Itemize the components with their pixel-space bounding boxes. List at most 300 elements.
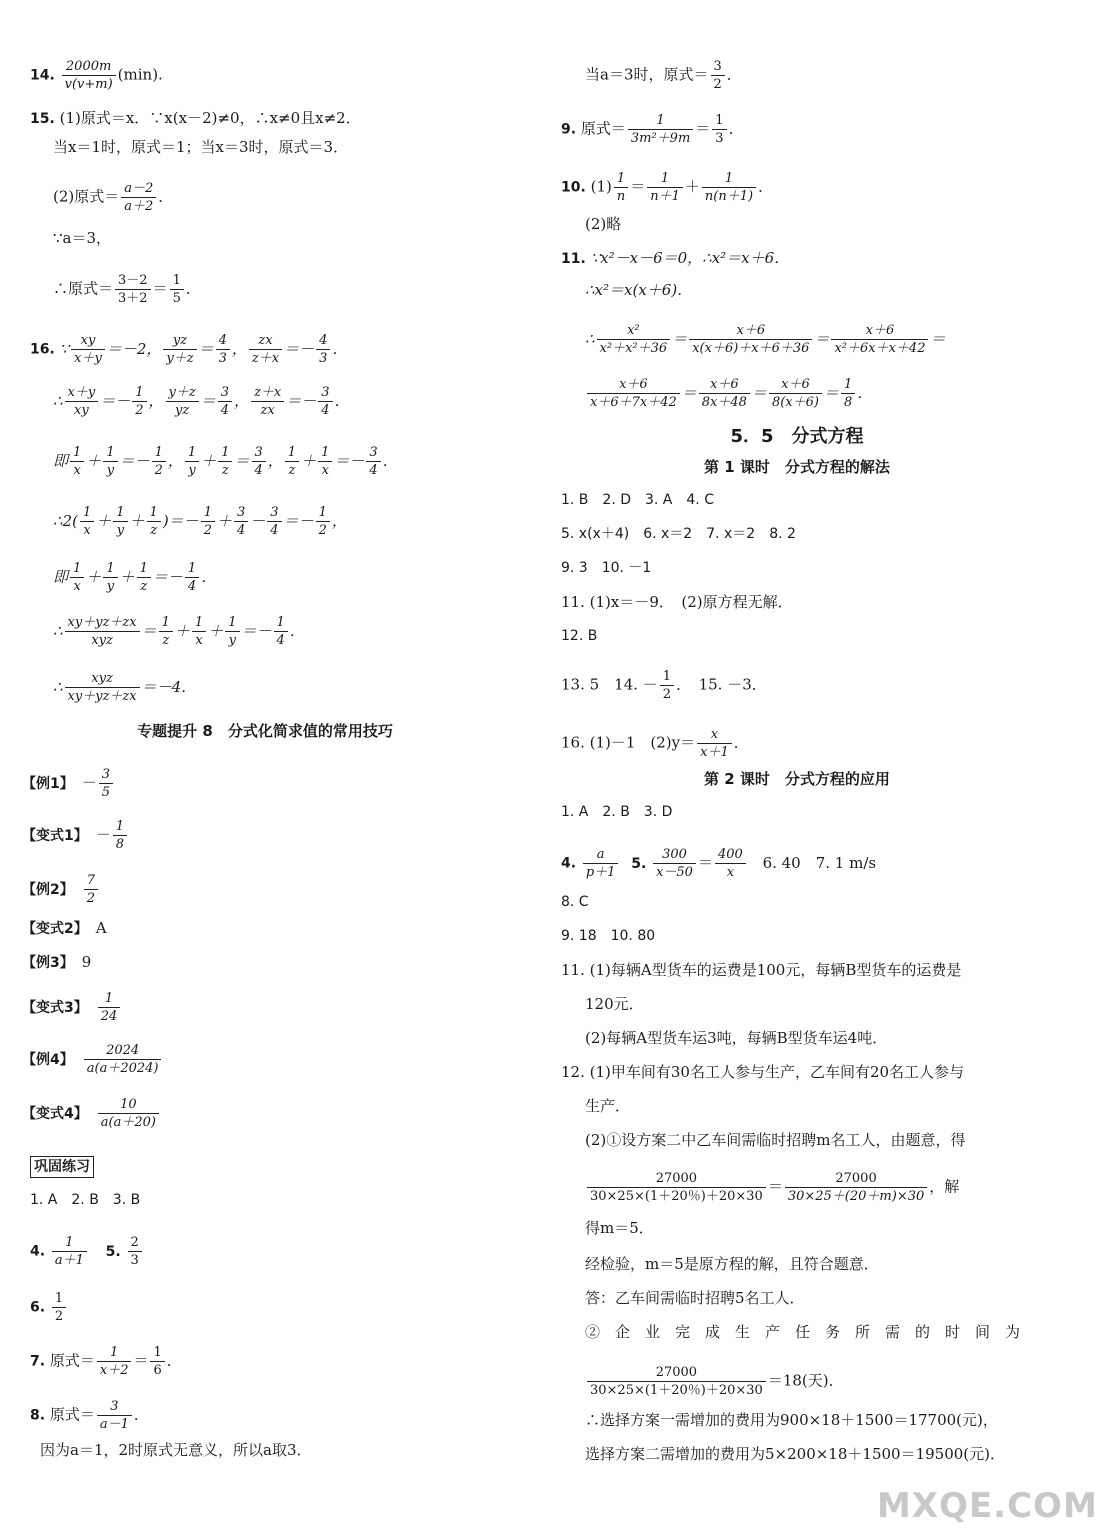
expr-text: ∴ [53,677,63,696]
denominator: xyz [91,633,113,648]
example-label: 【例1】 [22,775,74,792]
expr-text: ＝ [681,383,697,402]
expr-text: ∴ [53,391,63,410]
expr-text: ＝－ [334,451,365,470]
expr-text: ． [857,383,873,402]
numerator: 3 [318,384,332,402]
q11-line1: 11. ∵x²－x－6＝0，∴x²＝x＋6． [561,249,790,267]
example-item [22,918,107,939]
denominator: z＋x [251,351,280,366]
fraction [225,614,239,649]
fraction [166,384,199,419]
fraction: $\frac{1}{x+2}$ [97,1344,132,1379]
q11-line4 [585,376,872,411]
q16-equation-4 [53,505,347,538]
example-item [22,1042,163,1077]
denominator: 8 [843,395,853,410]
l2-line-f10: ∴选择方案一需增加的费用为900×18＋1500＝17700(元)， [585,1411,998,1429]
l2-line-f11: 选择方案二需增加的费用为5×200×18＋1500＝19500(元)． [585,1445,1005,1463]
denominator: 2 [135,403,144,418]
l2-line-e2: 120元． [585,995,644,1013]
fraction: $\frac{3}{2}$ [711,58,725,93]
expr-text: ＋ [208,621,224,640]
expr-text: ＋ [201,451,217,470]
numerator: 1 [113,504,127,522]
denominator: z [288,463,296,478]
expr-text: ∴ [53,621,63,640]
numerator: 1 [285,444,299,462]
l2-line-f2: 生产． [585,1097,631,1115]
denominator: y [106,579,115,594]
numerator: 1 [201,504,215,522]
example-item [22,952,91,973]
l2-line-c: 8. C [561,894,589,910]
numerator: 1 [192,614,206,632]
fraction [137,560,151,595]
fraction [113,504,127,539]
denominator: x [83,523,91,538]
expr-text: ． [201,567,217,586]
denominator: a(a＋2024) [86,1061,159,1076]
numerator: 1 [841,376,855,394]
fraction [841,376,855,411]
expr-text: ＝ [930,329,946,348]
denominator: x [73,463,81,478]
expr-text: ． [289,621,305,640]
example-item [22,990,122,1025]
denominator: 24 [100,1009,118,1024]
q16-line4 [53,504,347,539]
q16-equation-6 [53,615,305,648]
fraction [84,1042,162,1077]
fraction [99,766,113,801]
numerator: 1 [225,614,239,632]
fraction [285,444,299,479]
fraction [98,990,121,1025]
fraction [80,504,94,539]
fraction [249,332,282,367]
numerator: xy [71,332,105,350]
q16-line1: 16. ∵ $\frac{xy}{x+y}$ ＝－2， $\frac{yz}{y+z}$ ＝ $\frac{4}{3}$ ， $\frac{zx}{z+x}$ ＝－ $\frac{4}{3}$ ． [30,333,348,366]
q16-line6 [53,614,305,649]
numerator: yz [163,332,196,350]
numerator: 1 [98,990,121,1008]
q15-line2: 当x＝1时，原式＝1；当x＝3时，原式＝3． [53,138,349,156]
denominator: xy＋yz＋zx [67,689,137,704]
q15-because: ∵a＝3， [53,229,112,247]
denominator: x＋y [74,351,102,366]
fraction: $\frac{27000}{30\times 25\times(1+20\%)+20\times 30}$ [587,1364,766,1399]
topic-heading: 专题提升 8 分式化简求值的常用技巧 [137,722,393,740]
fraction [185,560,199,595]
denominator: x²＋x²＋36 [599,341,668,356]
fraction [216,332,230,367]
fraction [103,444,117,479]
numerator: x＋6 [689,322,812,340]
l1-line-a: 1. B 2. D 3. A 4. C [561,492,714,508]
expr-text: ． [334,391,350,410]
l1-line-f: 13. 5 14. － $\frac{1}{2}$ ． 15. －3． [561,669,767,702]
fraction [65,384,99,419]
numerator: 1 [318,444,332,462]
example-item [22,872,100,907]
q15-line1: 15. (1)原式＝x．∵x(x－2)≠0，∴x≠0且x≠2． [30,109,361,127]
denominator: 2 [154,463,163,478]
denominator: x [321,463,329,478]
fraction: $\frac{3}{a-1}$ [97,1398,132,1433]
fraction: $\frac{3-2}{3+2}$ [115,272,151,307]
practice-line1: 1. A 2. B 3. B [30,1192,141,1208]
l2-line-e3: (2)每辆A型货车运3吨，每辆B型货车运4吨． [585,1029,888,1047]
q16-equation-2 [53,385,350,418]
denominator: 3 [319,351,328,366]
expr-text: ， [267,451,283,470]
numerator: 3 [218,384,232,402]
fraction [103,560,117,595]
fraction [132,384,146,419]
expr-text: ， [331,511,347,530]
fraction [366,444,380,479]
numerator: 1 [103,560,117,578]
expr-text: ＝ [200,391,216,410]
denominator: 4 [369,463,378,478]
l2-line-f4: $\frac{27000}{30\times 25\times(1+20\%)+20\times 30}$ ＝ $\frac{27000}{30\times 25+(20+m)\times 30}$ ，解 [585,1170,959,1205]
numerator: 3 [234,504,248,522]
numerator: x＋6 [587,376,680,394]
q15-part2: (2)原式＝ $\frac{a-2}{a+2}$ ． [53,181,174,214]
q15-therefore: ∴原式＝ $\frac{3-2}{3+2}$ ＝ $\frac{1}{5}$ ． [53,273,201,306]
q14-line: 14. $\frac{2000m}{v(v+m)}$ (min). [30,59,163,92]
expr-text: ＝－ [283,511,314,530]
fraction [274,614,288,649]
fraction: $\frac{1}{n}$ [614,170,628,205]
expr-text: ， [231,339,247,358]
denominator: y [116,523,125,538]
fraction: $\frac{1}{n+1}$ [647,170,683,205]
numerator: 4 [216,332,230,350]
example-item [22,1096,161,1131]
fraction: $\frac{1}{5}$ [170,272,184,307]
practice-line4: 4. $\frac{1}{a+1}$ 5. $\frac{2}{3}$ [30,1234,144,1269]
denominator: y [106,463,115,478]
fraction: $\frac{a}{p+1}$ [583,846,619,881]
expr-text: ＝ [814,329,830,348]
numerator: 1 [185,444,199,462]
fraction [316,504,330,539]
denominator: 4 [236,523,246,538]
expr-text: ＋ [86,451,102,470]
l2-line-f9: $\frac{27000}{30\times 25\times(1+20\%)+20\times 30}$ ＝18(天)． [585,1364,844,1399]
expr-text: ＝ [234,451,250,470]
expr-text: )＝－ [162,511,199,530]
numerator: 1 [70,444,84,462]
expr-text: ∵ [59,339,70,358]
practice-line7: 7. 原式＝ $\frac{1}{x+2}$ ＝ $\frac{1}{6}$ ． [30,1345,182,1378]
l1-line-c: 9. 3 10. －1 [561,560,652,576]
example-answer: 9 [81,953,92,971]
fraction: $\frac{27000}{30\times 25+(20+m)\times 30}$ [785,1170,927,1205]
expr-text: ∴2( [53,511,78,530]
q16-line7 [53,670,196,705]
q16-equation-5 [53,561,217,594]
expr-text: ∴ [585,329,595,348]
numerator: 1 [316,504,330,522]
fraction [71,332,105,367]
denominator: y [228,633,237,648]
numerator: zx [249,332,282,350]
fraction [267,504,281,539]
q14-fraction: $\frac{2000m}{v(v+m)}$ [62,58,116,93]
q9-line: 9. 原式＝ $\frac{1}{\text{3m²＋9m}}$ ＝ $\frac{1}{3}$ ． [561,113,744,146]
expr-text: 即 [53,567,69,586]
expr-text: ＝ [751,383,767,402]
numerator: 3 [252,444,266,462]
numerator: 1 [159,614,173,632]
example-label: 【例2】 [22,881,74,898]
denominator: x(x＋6)＋x＋6＋36 [692,341,810,356]
fraction: $\frac{1}{6}$ [150,1344,164,1379]
denominator: x＋6＋7x＋42 [590,395,677,410]
expr-text: ＝－ [284,339,315,358]
expr-text: ， [234,391,250,410]
q16-line3 [53,444,398,479]
numerator: 1 [185,560,199,578]
fraction [70,444,84,479]
q11-equation-3 [585,323,946,356]
practice-heading [30,1156,94,1178]
numerator: 1 [70,560,84,578]
fraction: $\frac{2}{3}$ [128,1234,142,1269]
denominator: xy [74,403,89,418]
l2-line-f5: 得m＝5． [585,1219,654,1237]
fraction: $\frac{a-2}{a+2}$ [121,180,156,215]
fraction [201,504,215,539]
denominator: 8 [115,837,125,852]
fraction [597,322,671,357]
numerator: 3 [366,444,380,462]
l2-line-f3: (2)①设方案二中乙车间需临时招聘m名工人，由题意，得 [585,1131,966,1149]
numerator: 1 [132,384,146,402]
fraction: $\frac{1}{2}$ [660,668,674,703]
l1-line-e: 12. B [561,628,598,644]
numerator: 1 [137,560,151,578]
denominator: 4 [254,463,263,478]
numerator: 2024 [84,1042,162,1060]
fraction [70,560,84,595]
l2-line-d: 9. 18 10. 80 [561,928,656,944]
numerator: 10 [98,1096,159,1114]
expr-text: ＝ [141,621,157,640]
lesson2-title: 第 2 课时 分式方程的应用 [704,770,890,788]
fraction: $\frac{400}{x}$ [715,846,746,881]
example-label: 【例4】 [22,1051,74,1068]
numerator: 1 [147,504,161,522]
denominator: y＋z [166,351,194,366]
q11-equation-4 [585,377,873,410]
fraction [218,444,232,479]
example-label: 【变式4】 [22,1105,88,1122]
denominator: 8(x＋6) [771,395,819,410]
l2-line-f6: 经检验，m＝5是原方程的解，且符合题意． [585,1255,879,1273]
denominator: 4 [220,403,230,418]
denominator: 4 [276,633,285,648]
numerator: x＋6 [769,376,822,394]
fraction [252,444,266,479]
expr-text: ＝－ [100,391,131,410]
expr-text: ＝ [672,329,688,348]
numerator: x＋y [65,384,99,402]
expr-text: ＋ [119,567,135,586]
denominator: 4 [270,523,279,538]
expr-text: ＝－ [152,567,183,586]
denominator: 2 [203,523,212,538]
practice-box: 巩固练习 [30,1156,94,1178]
denominator: 3 [218,351,227,366]
denominator: 2 [86,891,96,906]
example-label: 【变式1】 [22,827,88,844]
expr-text: ． [382,451,398,470]
fraction [84,872,98,907]
example-label: 【变式3】 [22,999,88,1016]
numerator: 3 [267,504,281,522]
fraction [113,818,127,853]
watermark: MXQE.COM [877,1486,1098,1526]
l1-line-b: 5. x(x＋4) 6. x＝2 7. x＝2 8. 2 [561,526,796,542]
denominator: 2 [318,523,327,538]
expr-text: － [250,511,266,530]
numerator: 1 [80,504,94,522]
l1-line-d: 11. (1)x＝－9． (2)原方程无解． [561,593,793,611]
section-title: 5．5 分式方程 [730,426,864,447]
q10-part2: (2)略 [585,215,622,233]
fraction [587,376,680,411]
fraction [318,444,332,479]
numerator: 1 [152,444,166,462]
fraction [316,332,330,367]
q16-equation-7 [53,671,197,704]
fraction [831,322,928,357]
fraction [65,670,140,705]
fraction: $\frac{1}{2}$ [52,1290,66,1325]
expr-text: 即 [53,451,69,470]
expr-text: ＋ [86,567,102,586]
expr-text: ＝－4． [141,677,197,696]
example-item [22,766,115,801]
expr-text: ＝－ [241,621,272,640]
denominator: z [162,633,170,648]
numerator: xy＋yz＋zx [65,614,140,632]
fraction: $\frac{1}{\text{3m²＋9m}}$ [628,112,693,147]
denominator: y [188,463,196,478]
expr-text: ＝－ [286,391,317,410]
denominator: a(a＋20) [100,1115,156,1130]
expr-text: ＝－ [119,451,150,470]
expr-text: ＝－2， [106,339,162,358]
fraction [251,384,284,419]
numerator: x² [597,322,671,340]
denominator: zx [260,403,275,418]
fraction [689,322,812,357]
fraction [318,384,332,419]
fraction: $\frac{x}{x+1}$ [697,726,732,761]
fraction: $\frac{27000}{30\times 25\times(1+20\%)+20\times 30}$ [587,1170,766,1205]
denominator: x²＋6x＋x＋42 [834,341,926,356]
expr-text: ＋ [301,451,317,470]
expr-text: ＋ [96,511,112,530]
numerator: z＋x [251,384,284,402]
fraction [218,384,232,419]
denominator: 4 [321,403,330,418]
fraction: $\frac{300}{x-50}$ [653,846,696,881]
numerator: x＋6 [831,322,928,340]
expr-text: ＋ [129,511,145,530]
example-label: 【变式2】 [22,921,88,937]
denominator: x [195,633,203,648]
lesson1-title: 第 1 课时 分式方程的解法 [704,458,890,476]
l2-line-e1: 11. (1)每辆A型货车的运费是100元，每辆B型货车的运费是 [561,961,962,979]
practice-line8: 8. 原式＝ $\frac{3}{a-1}$ ． [30,1399,149,1432]
l2-line-f1: 12. (1)甲车间有30名工人参与生产，乙车间有20名工人参与 [561,1063,965,1081]
l2-line-f7: 答：乙车间需临时招聘5名工人． [585,1289,805,1307]
numerator: 7 [84,872,98,890]
fraction [152,444,166,479]
expr-text: ＝ [823,383,839,402]
expr-text: ＝ [198,339,214,358]
q16-line2 [53,384,350,419]
numerator: xyz [65,670,140,688]
fraction: $\frac{1}{n(n+1)}$ [702,170,756,205]
fraction: $\frac{1}{a+1}$ [52,1234,87,1269]
l1-line-g: 16. (1)－1 (2)y＝ $\frac{x}{x+1}$ ． [561,727,749,760]
fraction [234,504,248,539]
q16-equation-3 [53,445,398,478]
fraction [192,614,206,649]
example-answer: － [81,773,97,792]
denominator: yz [175,403,190,418]
q16-line5 [53,560,216,595]
example-answer: － [95,825,111,844]
expr-text: ＋ [174,621,190,640]
practice-line8-cont: 因为a＝1，2时原式无意义，所以a取3． [40,1441,312,1459]
fraction [769,376,822,411]
fraction [699,376,750,411]
numerator: 1 [103,444,117,462]
numerator: 1 [218,444,232,462]
denominator: 8x＋48 [701,395,747,410]
fraction [147,504,161,539]
example-item [22,818,129,853]
fraction [159,614,173,649]
numerator: 3 [99,766,113,784]
numerator: y＋z [166,384,199,402]
q8-continuation: 当a＝3时，原式＝ $\frac{3}{2}$ ． [585,59,742,92]
denominator: x [73,579,81,594]
l2-line-b: 4. $\frac{a}{p+1}$ 5. $\frac{300}{x-50}$ ＝ $\frac{400}{x}$ 6. 40 7. 1 m/s [561,847,877,880]
fraction [98,1096,159,1131]
numerator: 1 [113,818,127,836]
denominator: 5 [101,785,111,800]
practice-line6: 6. $\frac{1}{2}$ [30,1290,68,1325]
expr-text: ＋ [216,511,232,530]
denominator: z [221,463,229,478]
expr-text: ， [167,451,183,470]
example-answer: A [95,919,107,937]
denominator: z [140,579,148,594]
numerator: x＋6 [699,376,750,394]
numerator: 4 [316,332,330,350]
expr-text: ． [332,339,348,358]
example-label: 【例3】 [22,955,74,971]
